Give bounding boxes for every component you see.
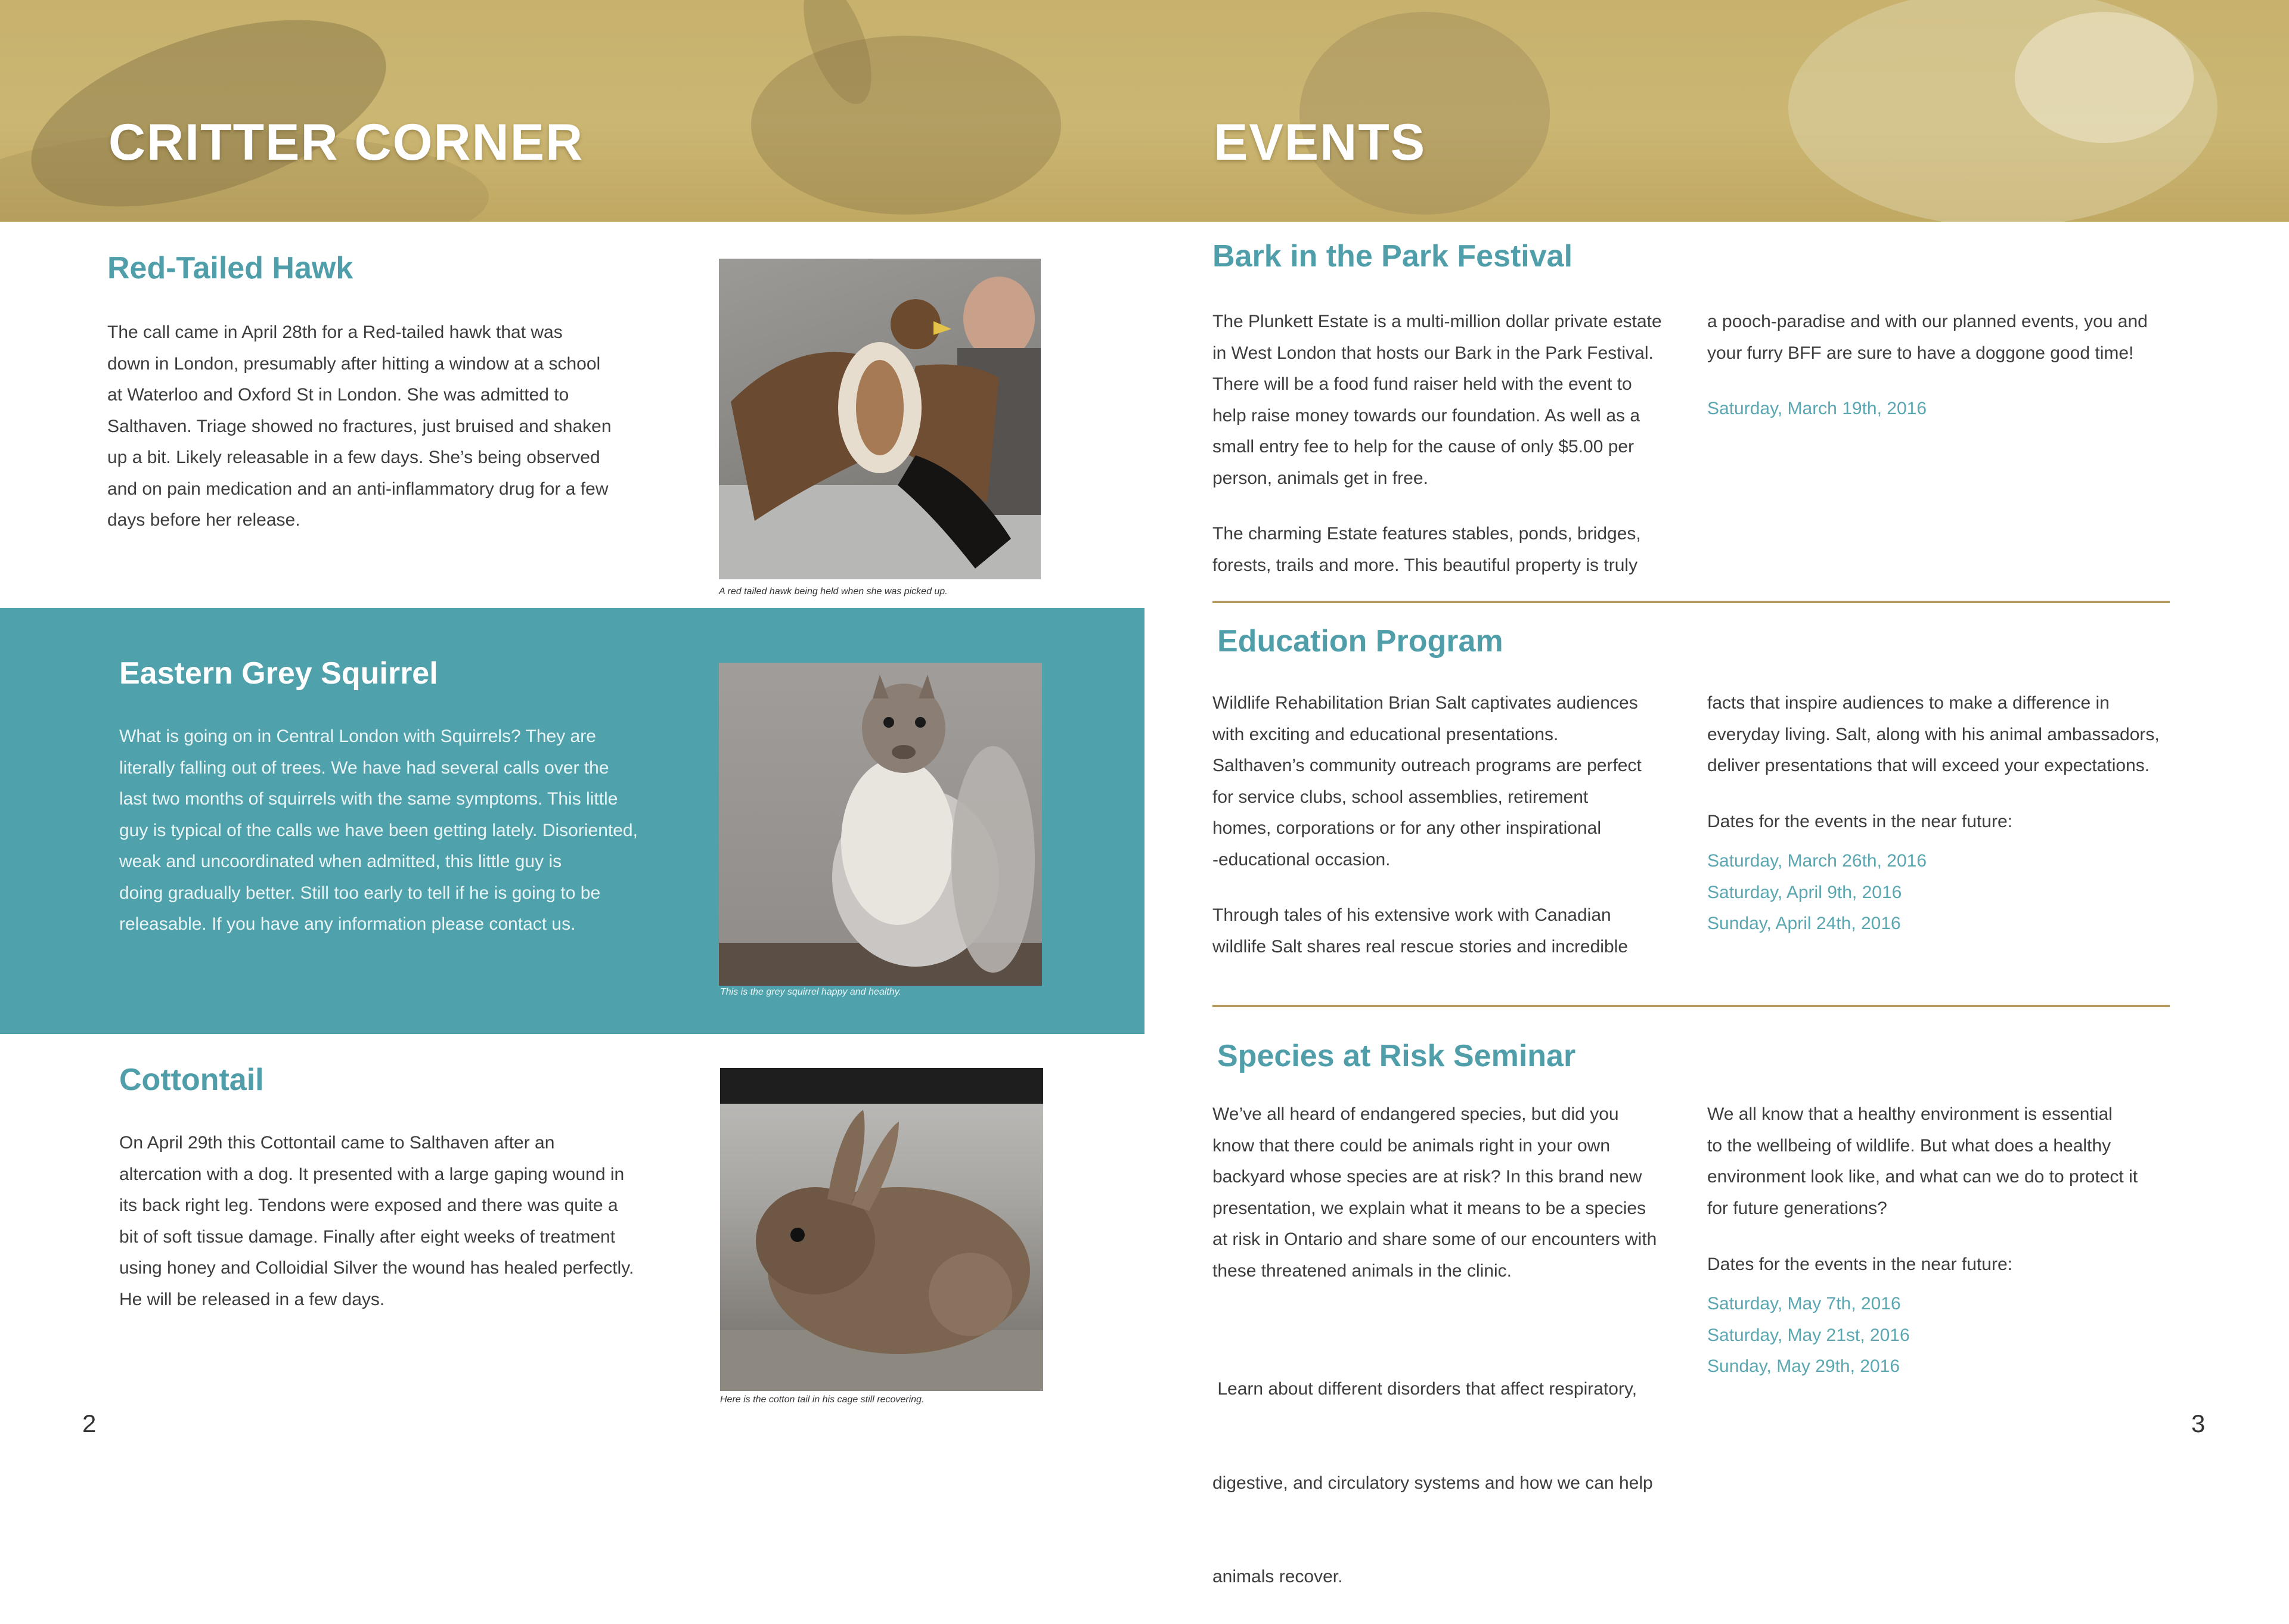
education-date-item: Saturday, April 9th, 2016 — [1707, 882, 1902, 902]
events-title: EVENTS — [1214, 114, 1426, 171]
page-number-right: 3 — [2191, 1409, 2206, 1437]
species-dates — [1707, 1288, 1910, 1383]
cottontail-photo — [720, 1068, 1043, 1391]
squirrel-heading: Eastern Grey Squirrel — [119, 656, 438, 691]
squirrel-illustration — [719, 663, 1042, 986]
species-date-item: Saturday, May 7th, 2016 — [1707, 1294, 1901, 1314]
cottontail-heading: Cottontail — [119, 1063, 264, 1097]
hawk-caption: A red tailed hawk being held when she was picked up. — [719, 586, 948, 597]
species-heading: Species at Risk Seminar — [1217, 1039, 1576, 1073]
rabbit-silhouette — [751, 36, 1061, 215]
hawk-heading: Red-Tailed Hawk — [107, 251, 353, 285]
education-col1-p2: Through tales of his extensive work with Canadian wildlife Salt shares real rescue stories and incredible — [1212, 905, 1629, 957]
bark-date: Saturday, March 19th, 2016 — [1707, 399, 1927, 418]
cottontail-caption: Here is the cotton tail in his cage still recovering. — [720, 1395, 925, 1405]
squirrel-caption: This is the grey squirrel happy and healthy. — [720, 987, 901, 997]
header-banner — [0, 0, 2289, 222]
education-col2-p1: facts that inspire audiences to make a difference in everyday living. Salt, along with his animal ambassadors, deliver presentations that will exceed your expectations. — [1707, 693, 2160, 775]
bark-col1-p2: The charming Estate features stables, ponds, bridges, forests, trails and more. This beautiful property is truly — [1212, 524, 1641, 575]
species-col2-p1: We all know that a healthy environment is essential to the wellbeing of wildlife. But what does a healthy environment look like, and what can we do to protect it for future generations? — [1707, 1104, 2138, 1218]
species-col1-p1: We’ve all heard of endangered species, but did you know that there could be animals right in your own backyard whose species are at risk? In this brand new presentation, we explain what it means to be a species at risk in Ontario and share some of our encounters with these threatened animals in the clinic. — [1212, 1104, 1657, 1281]
species-col1-p2: Learn about different disorders that affect respiratory, digestive, and circulatory systems and how we can help animals recover. — [1212, 1379, 1653, 1586]
bark-heading: Bark in the Park Festival — [1212, 239, 1573, 274]
species-date-item: Sunday, May 29th, 2016 — [1707, 1356, 1900, 1376]
education-heading: Education Program — [1217, 624, 1503, 659]
divider-2 — [1212, 1005, 2170, 1007]
hawk-photo — [719, 259, 1041, 579]
education-dates — [1707, 846, 1927, 940]
education-col1-p1: Wildlife Rehabilitation Brian Salt captivates audiences with exciting and educational presentations. Salthaven’s community outreach programs are perfect for service clubs, school assemblies, retirement homes, corporations or for any other inspirational -educational occasion. — [1212, 693, 1642, 870]
bark-col1-p1: The Plunkett Estate is a multi-million dollar private estate in West London that hosts our Bark in the Park Festival. There will be a food fund raiser held with the event to help raise money towards our foundation. As well as a small entry fee to help for the cause of only $5.00 per person, animals get in free. — [1212, 312, 1662, 488]
cottontail-illustration — [720, 1068, 1043, 1391]
divider-1 — [1212, 601, 2170, 603]
opossum-face — [2015, 12, 2194, 143]
squirrel-photo — [719, 663, 1042, 986]
bark-col2-p1: a pooch-paradise and with our planned events, you and your furry BFF are sure to have a doggone good time! — [1707, 312, 2148, 363]
hawk-body: The call came in April 28th for a Red-tailed hawk that was down in London, presumably after hitting a window at a school at Waterloo and Oxford St in London. She was admitted to Salthaven. Triage showed no fractures, just bruised and shaken up a bit. Likely releasable in a few days. She’s being observed and on pain medication and an anti-inflammatory drug for a few days before her release. — [107, 322, 612, 530]
education-date-item: Saturday, March 26th, 2016 — [1707, 851, 1927, 871]
cottontail-body: On April 29th this Cottontail came to Salthaven after an altercation with a dog. It presented with a large gaping wound in its back right leg. Tendons were exposed and there was quite a bit of soft tissue damage. Finally after eight weeks of treatment using honey and Colloidial Silver the wound has healed perfectly. He will be released in a few days. — [119, 1133, 634, 1309]
critter-corner-title: CRITTER CORNER — [108, 114, 584, 171]
squirrel-body: What is going on in Central London with Squirrels? They are literally falling out of trees. We have had several calls over the last two months of squirrels with the same symptoms. This little guy is typical of the calls we have been getting lately. Disoriented, weak and uncoordinated when admitted, this little guy is doing gradually better. Still too early to tell if he is going to be releasable. If you have any information please contact us. — [119, 726, 638, 934]
education-date-item: Sunday, April 24th, 2016 — [1707, 914, 1901, 933]
education-dates-intro: Dates for the events in the near future: — [1707, 812, 2012, 831]
page-number-left: 2 — [82, 1409, 97, 1437]
hawk-illustration — [719, 259, 1041, 579]
species-date-item: Saturday, May 21st, 2016 — [1707, 1325, 1910, 1345]
species-dates-intro: Dates for the events in the near future: — [1707, 1255, 2012, 1274]
